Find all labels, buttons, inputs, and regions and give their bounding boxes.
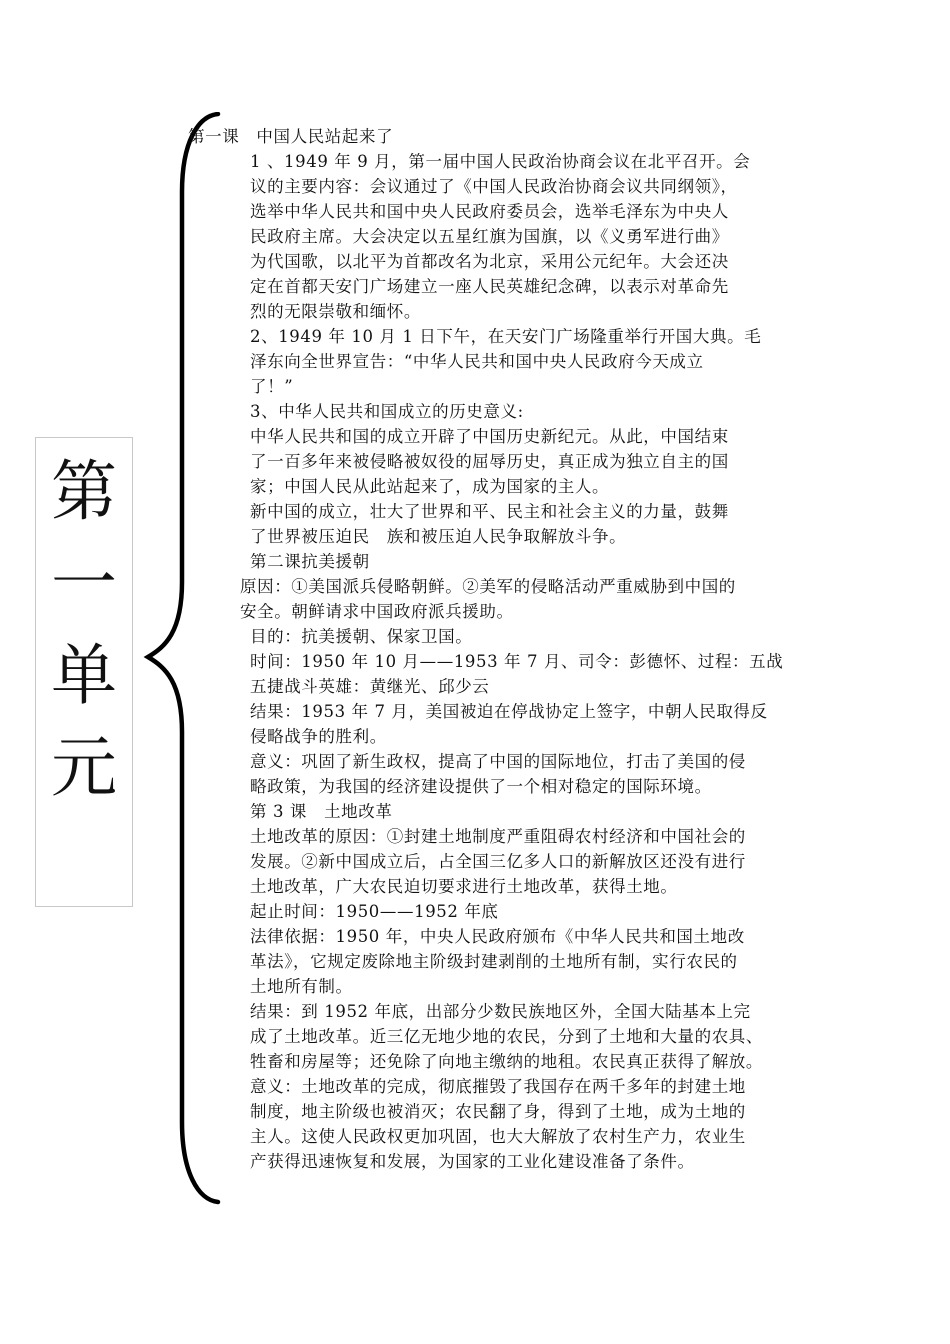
text-line: 家；中国人民从此站起来了，成为国家的主人。 bbox=[250, 477, 610, 496]
unit-title-char: 元 bbox=[51, 729, 117, 806]
lesson-heading: 第二课抗美援朝 bbox=[250, 552, 370, 571]
text-line: 民政府主席。大会决定以五星红旗为国旗，以《义勇军进行曲》 bbox=[250, 227, 729, 246]
text-line: 议的主要内容：会议通过了《中国人民政治协商会议共同纲领》， bbox=[250, 177, 738, 196]
text-line: 侵略战争的胜利。 bbox=[250, 727, 387, 746]
notes-text bbox=[188, 124, 825, 1174]
text-line: 土地所有制。 bbox=[250, 977, 353, 996]
text-line: 原因：①美国派兵侵略朝鲜。②美军的侵略活动严重威胁到中国的 bbox=[240, 577, 736, 596]
text-line: 起止时间：1950——1952 年底 bbox=[250, 902, 499, 921]
text-line: 目的：抗美援朝、保家卫国。 bbox=[250, 627, 473, 646]
text-line: 新中国的成立，壮大了世界和平、民主和社会主义的力量，鼓舞 bbox=[250, 502, 729, 521]
text-line: 了一百多年来被侵略被奴役的屈辱历史，真正成为独立自主的国 bbox=[250, 452, 729, 471]
text-line: 1 、1949 年 9 月，第一届中国人民政治协商会议在北平召开。会 bbox=[250, 152, 751, 171]
text-line: 主人。这使人民政权更加巩固，也大大解放了农村生产力，农业生 bbox=[250, 1127, 746, 1146]
text-line: 安全。朝鲜请求中国政府派兵援助。 bbox=[240, 602, 514, 621]
text-line: 3、中华人民共和国成立的历史意义: bbox=[250, 402, 524, 421]
text-line: 产获得迅速恢复和发展，为国家的工业化建设准备了条件。 bbox=[250, 1152, 695, 1171]
text-line: 定在首都天安门广场建立一座人民英雄纪念碑，以表示对革命先 bbox=[250, 277, 729, 296]
text-line: 结果：1953 年 7 月，美国被迫在停战协定上签字，中朝人民取得反 bbox=[250, 702, 768, 721]
lesson-heading: 第 3 课 土地改革 bbox=[250, 802, 393, 821]
text-line: 土地改革的原因：①封建土地制度严重阻碍农村经济和中国社会的 bbox=[250, 827, 746, 846]
curly-brace bbox=[140, 112, 230, 1207]
text-line: 结果：到 1952 年底，出部分少数民族地区外，全国大陆基本上完 bbox=[250, 1002, 751, 1021]
unit-title-char: 一 bbox=[51, 545, 117, 622]
text-line: 为代国歌，以北平为首都改名为北京，采用公元纪年。大会还决 bbox=[250, 252, 729, 271]
text-line: 发展。②新中国成立后，占全国三亿多人口的新解放区还没有进行 bbox=[250, 852, 746, 871]
text-line: 牲畜和房屋等；还免除了向地主缴纳的地租。农民真正获得了解放。 bbox=[250, 1052, 763, 1071]
text-line: 土地改革，广大农民迫切要求进行土地改革，获得土地。 bbox=[250, 877, 678, 896]
text-line: 意义：土地改革的完成，彻底摧毁了我国存在两千多年的封建土地 bbox=[250, 1077, 746, 1096]
text-line: 选举中华人民共和国中央人民政府委员会，选举毛泽东为中央人 bbox=[250, 202, 729, 221]
text-line: 意义：巩固了新生政权，提高了中国的国际地位，打击了美国的侵 bbox=[250, 752, 746, 771]
text-line: 革法》，它规定废除地主阶级封建剥削的土地所有制，实行农民的 bbox=[250, 952, 738, 971]
text-line: 法律依据：1950 年，中央人民政府颁布《中华人民共和国土地改 bbox=[250, 927, 745, 946]
unit-title-box bbox=[35, 437, 133, 907]
text-line: 了！” bbox=[250, 377, 294, 396]
text-line: 泽东向全世界宣告：“中华人民共和国中央人民政府今天成立 bbox=[250, 352, 704, 371]
text-line: 制度，地主阶级也被消灭；农民翻了身，得到了土地，成为土地的 bbox=[250, 1102, 746, 1121]
unit-title-char: 单 bbox=[51, 637, 117, 714]
lesson-heading: 第一课 中国人民站起来了 bbox=[188, 127, 394, 146]
text-line: 烈的无限崇敬和缅怀。 bbox=[250, 302, 421, 321]
text-line: 五捷战斗英雄：黄继光、邱少云 bbox=[250, 677, 490, 696]
unit-title-char: 第 bbox=[51, 453, 117, 530]
text-line: 2、1949 年 10 月 1 日下午，在天安门广场隆重举行开国大典。毛 bbox=[250, 327, 762, 346]
text-line: 成了土地改革。近三亿无地少地的农民，分到了土地和大量的农具、 bbox=[250, 1027, 763, 1046]
text-line: 略政策，为我国的经济建设提供了一个相对稳定的国际环境。 bbox=[250, 777, 712, 796]
text-line: 中华人民共和国的成立开辟了中国历史新纪元。从此，中国结束 bbox=[250, 427, 729, 446]
text-line: 时间：1950 年 10 月——1953 年 7 月、司令：彭德怀、过程：五战 bbox=[250, 652, 784, 671]
text-line: 了世界被压迫民 族和被压迫人民争取解放斗争。 bbox=[250, 527, 627, 546]
unit-title bbox=[36, 446, 132, 814]
